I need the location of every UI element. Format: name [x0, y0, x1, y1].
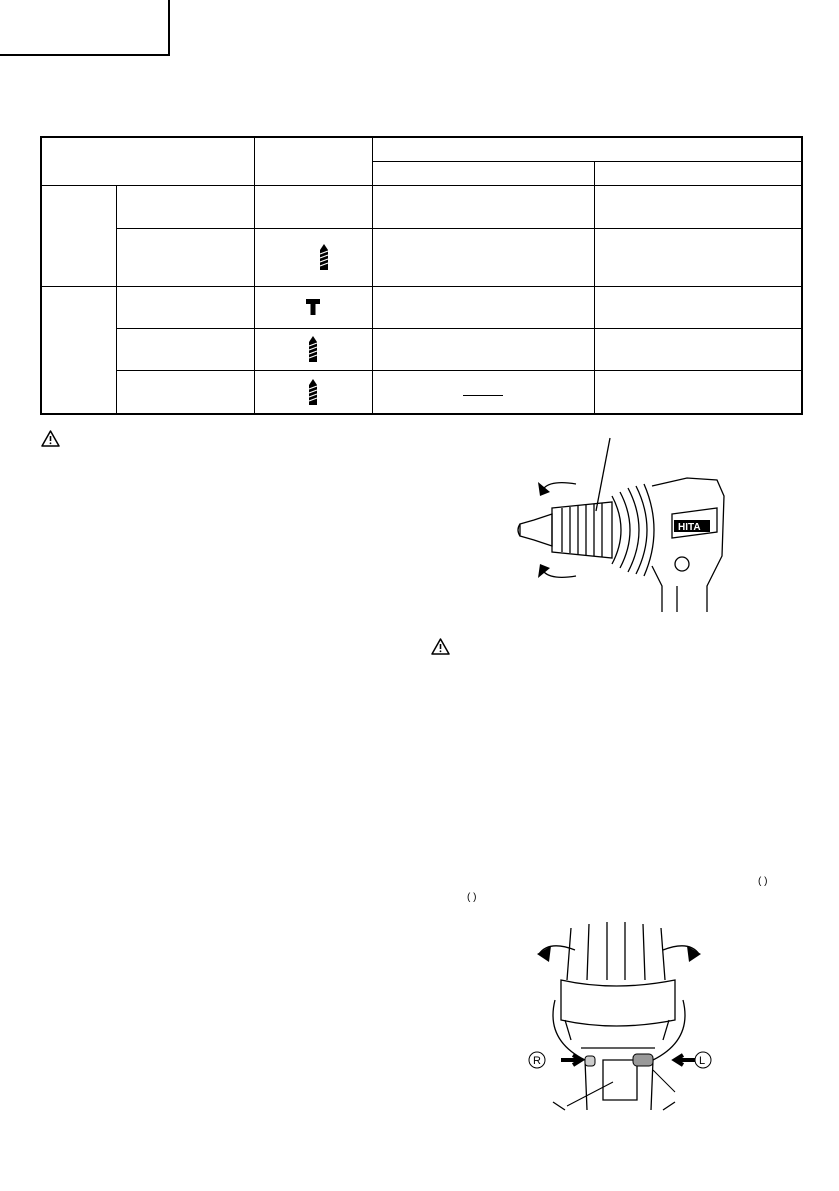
table-row: [41, 286, 802, 328]
row-mode-cell: [254, 286, 372, 328]
drill-chuck-illustration: [512, 436, 727, 614]
header-cell-mode: [254, 137, 372, 185]
row-mode-cell: [254, 185, 372, 228]
paren-mark: ( ): [758, 876, 768, 887]
table-row: [41, 370, 802, 414]
header-cell-group: [372, 137, 802, 161]
header-cell-sub1: [372, 161, 594, 185]
row-item-cell: [116, 286, 254, 328]
row-value1-cell: [372, 228, 594, 286]
row-mode-cell: [254, 328, 372, 370]
row-value1-cell: [372, 185, 594, 228]
switch-button: [633, 1054, 653, 1066]
row-item-cell: [116, 370, 254, 414]
switch-button-right-side: [585, 1056, 595, 1066]
row-mode-cell: [254, 228, 372, 286]
table-row: [41, 228, 802, 286]
row-item-cell: [116, 328, 254, 370]
direction-switch-illustration: [525, 920, 725, 1118]
table-row: [41, 328, 802, 370]
row-value1-cell: [372, 370, 594, 414]
warning-triangle-icon: [431, 638, 450, 655]
header-cell-sub2: [594, 161, 802, 185]
right-rotation-label: R: [533, 1055, 541, 1067]
row-value2-cell: [594, 370, 802, 414]
left-rotation-label: L: [699, 1055, 706, 1067]
drill-bit-icon: [308, 379, 318, 405]
warning-triangle-icon: [41, 430, 60, 447]
row-value1-cell: [372, 286, 594, 328]
row-mode-cell: [254, 370, 372, 414]
row-item-cell: [116, 185, 254, 228]
mode-selection-table: [40, 136, 803, 415]
row-value2-cell: [594, 328, 802, 370]
row-group-cell: [41, 286, 116, 414]
table-row: [41, 185, 802, 228]
drill-bit-icon: [319, 244, 329, 270]
row-group-cell: [41, 185, 116, 286]
header-cell-usage: [41, 137, 254, 185]
row-item-cell: [116, 228, 254, 286]
row-value2-cell: [594, 228, 802, 286]
row-value2-cell: [594, 185, 802, 228]
row-value2-cell: [594, 286, 802, 328]
drill-bit-icon: [308, 336, 318, 362]
row-value1-cell: [372, 328, 594, 370]
language-tab: [0, 0, 170, 56]
table-header-row: [41, 137, 802, 161]
paren-mark: ( ): [467, 892, 477, 903]
blank-underline: [463, 395, 503, 396]
brand-text: HITA: [678, 522, 701, 533]
hammer-icon: [306, 299, 320, 315]
